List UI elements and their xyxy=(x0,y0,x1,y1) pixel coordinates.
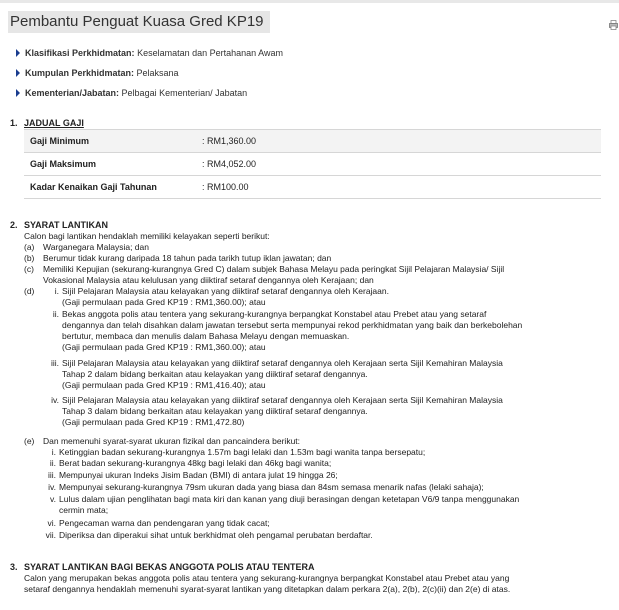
item-text: Dan memenuhi syarat-syarat ukuran fizikal dan pancaindera berikut: xyxy=(43,436,301,446)
section-heading-syarat-lantikan xyxy=(10,220,108,230)
section-number: 3. xyxy=(10,562,18,572)
meta-value: Pelaksana xyxy=(136,68,179,78)
salary-table xyxy=(24,129,601,199)
section-number: 2. xyxy=(10,220,18,230)
meta-kumpulan xyxy=(16,68,179,78)
subitem-text: Sijil Pelajaran Malaysia atau kelayakan yang diiktiraf setaraf dengannya oleh Kerajaan serta Sijil Kemahiran Malaysia xyxy=(62,358,503,368)
section-title: SYARAT LANTIKAN BAGI BEKAS ANGGOTA POLIS ATAU TENTERA xyxy=(24,562,315,572)
subitem-marker: ii. xyxy=(52,309,59,319)
subitem-text: (Gaji permulaan pada Gred KP19 : RM1,416.40); atau xyxy=(62,380,266,390)
subitem-text: Bekas anggota polis atau tentera yang sekurang-kurangnya berpangkat Konstabel atau Prebet atau yang setaraf xyxy=(62,309,487,319)
subitem-text: bertutur, membaca dan menulis dalam Bahasa Melayu dengan memuaskan. xyxy=(62,331,350,341)
subitem-marker: v. xyxy=(50,494,56,504)
table-row xyxy=(24,153,601,176)
meta-value: Pelbagai Kementerian/ Jabatan xyxy=(121,88,248,98)
item-marker: (d) xyxy=(24,286,35,296)
subitem-text: Lulus dalam ujian penglihatan bagi mata kiri dan kanan yang diuji berasingan dengan ketetapan V6/9 tanpa menggunakan xyxy=(59,494,520,504)
subitem-text: (Gaji permulaan pada Gred KP19 : RM1,360.00); atau xyxy=(62,297,266,307)
subitem-text: cermin mata; xyxy=(59,505,109,515)
salary-label: Kadar Kenaikan Gaji Tahunan xyxy=(30,182,157,192)
subitem-text: Mempunyai sekurang-kurangnya 79sm ukuran dada yang biasa dan 84sm semasa menarik nafas (lelaki sahaja); xyxy=(59,482,484,492)
triangle-bullet-icon xyxy=(16,89,20,97)
subitem-marker: iv. xyxy=(48,482,56,492)
meta-label: Kementerian/Jabatan: xyxy=(25,88,120,98)
subitem-marker: iv. xyxy=(51,395,59,405)
subitem-text: Sijil Pelajaran Malaysia atau kelayakan yang diiktiraf setaraf dengannya oleh Kerajaan. xyxy=(62,286,389,296)
subitem-text: Sijil Pelajaran Malaysia atau kelayakan yang diiktiraf setaraf dengannya oleh Kerajaan serta Sijil Kemahiran Malaysia xyxy=(62,395,503,405)
meta-klasifikasi xyxy=(16,48,283,58)
meta-value: Keselamatan dan Pertahanan Awam xyxy=(137,48,283,58)
salary-value: : RM4,052.00 xyxy=(202,159,257,169)
item-marker: (c) xyxy=(24,264,34,274)
table-row xyxy=(24,129,601,153)
item-text: Warganegara Malaysia; dan xyxy=(43,242,149,252)
meta-label: Kumpulan Perkhidmatan: xyxy=(25,68,135,78)
subitem-text: Tahap 2 dalam bidang berkaitan atau kelayakan yang diiktiraf setaraf dengannya. xyxy=(62,369,368,379)
subitem-text: Berat badan sekurang-kurangnya 48kg bagi lelaki dan 46kg bagi wanita; xyxy=(59,458,332,468)
subitem-marker: i. xyxy=(54,286,59,296)
table-row xyxy=(24,176,601,199)
subitem-marker: vi. xyxy=(47,518,56,528)
subitem-marker: vii. xyxy=(45,530,56,540)
salary-value: : RM100.00 xyxy=(202,182,249,192)
section-title: SYARAT LANTIKAN xyxy=(24,220,109,230)
meta-kementerian xyxy=(16,88,247,98)
salary-label: Gaji Minimum xyxy=(30,136,90,146)
meta-label: Klasifikasi Perkhidmatan: xyxy=(25,48,135,58)
subitem-text: Pengecaman warna dan pendengaran yang tidak cacat; xyxy=(59,518,270,528)
section3-text: setaraf dengannya hendaklah memenuhi syarat-syarat lantikan yang ditetapkan dalam perkara 2(a), 2(b), 2(c)(ii) dan 2(e) di atas. xyxy=(24,584,511,594)
subitem-marker: iii. xyxy=(47,470,56,480)
salary-label: Gaji Maksimum xyxy=(30,159,97,169)
item-text: Vokasional Malaysia atau kelulusan yang diiktiraf setaraf dengannya oleh Kerajaan; dan xyxy=(43,275,374,285)
salary-value: : RM1,360.00 xyxy=(202,136,257,146)
intro-text: Calon bagi lantikan hendaklah memiliki kelayakan seperti berikut: xyxy=(24,231,270,241)
subitem-text: Diperiksa dan diperakui sihat untuk berkhidmat oleh pengamal perubatan berdaftar. xyxy=(59,530,373,540)
item-marker: (e) xyxy=(24,436,35,446)
page-title: Pembantu Penguat Kuasa Gred KP19 xyxy=(8,11,270,33)
subitem-text: (Gaji permulaan pada Gred KP19 : RM1,360.00); atau xyxy=(62,342,266,352)
triangle-bullet-icon xyxy=(16,69,20,77)
item-marker: (b) xyxy=(24,253,35,263)
subitem-marker: ii. xyxy=(49,458,56,468)
item-marker: (a) xyxy=(24,242,35,252)
section-number: 1. xyxy=(10,118,18,128)
section3-text: Calon yang merupakan bekas anggota polis atau tentera yang sekurang-kurangnya berpangkat Konstabel atau Prebet atau yang xyxy=(24,573,510,583)
section-heading-bekas-anggota xyxy=(10,562,315,572)
subitem-text: Mempunyai ukuran Indeks Jisim Badan (BMI) di antara julat 19 hingga 26; xyxy=(59,470,338,480)
item-text: Memiliki Kepujian (sekurang-kurangnya Gred C) dalam subjek Bahasa Melayu pada peringkat Sijil Pelajaran Malaysia/ Sijil xyxy=(43,264,505,274)
top-divider xyxy=(0,0,619,3)
print-icon[interactable] xyxy=(609,20,618,30)
subitem-text: Ketinggian badan sekurang-kurangnya 1.57m bagi lelaki dan 1.53m bagi wanita tanpa bersepatu; xyxy=(59,447,426,457)
subitem-text: Tahap 3 dalam bidang berkaitan atau kelayakan yang diiktiraf setaraf dengannya. xyxy=(62,406,368,416)
subitem-marker: iii. xyxy=(50,358,59,368)
section-title: JADUAL GAJI xyxy=(24,118,84,128)
section-heading-jadual-gaji xyxy=(10,118,84,128)
triangle-bullet-icon xyxy=(16,49,20,57)
subitem-text: dengannya dan telah disahkan dalam jawatan tersebut serta mempunyai rekod perkhidmatan yang baik dan berkebolehan xyxy=(62,320,523,330)
subitem-marker: i. xyxy=(51,447,56,457)
item-text: Berumur tidak kurang daripada 18 tahun pada tarikh tutup iklan jawatan; dan xyxy=(43,253,332,263)
subitem-text: (Gaji permulaan pada Gred KP19 : RM1,472.80) xyxy=(62,417,245,427)
